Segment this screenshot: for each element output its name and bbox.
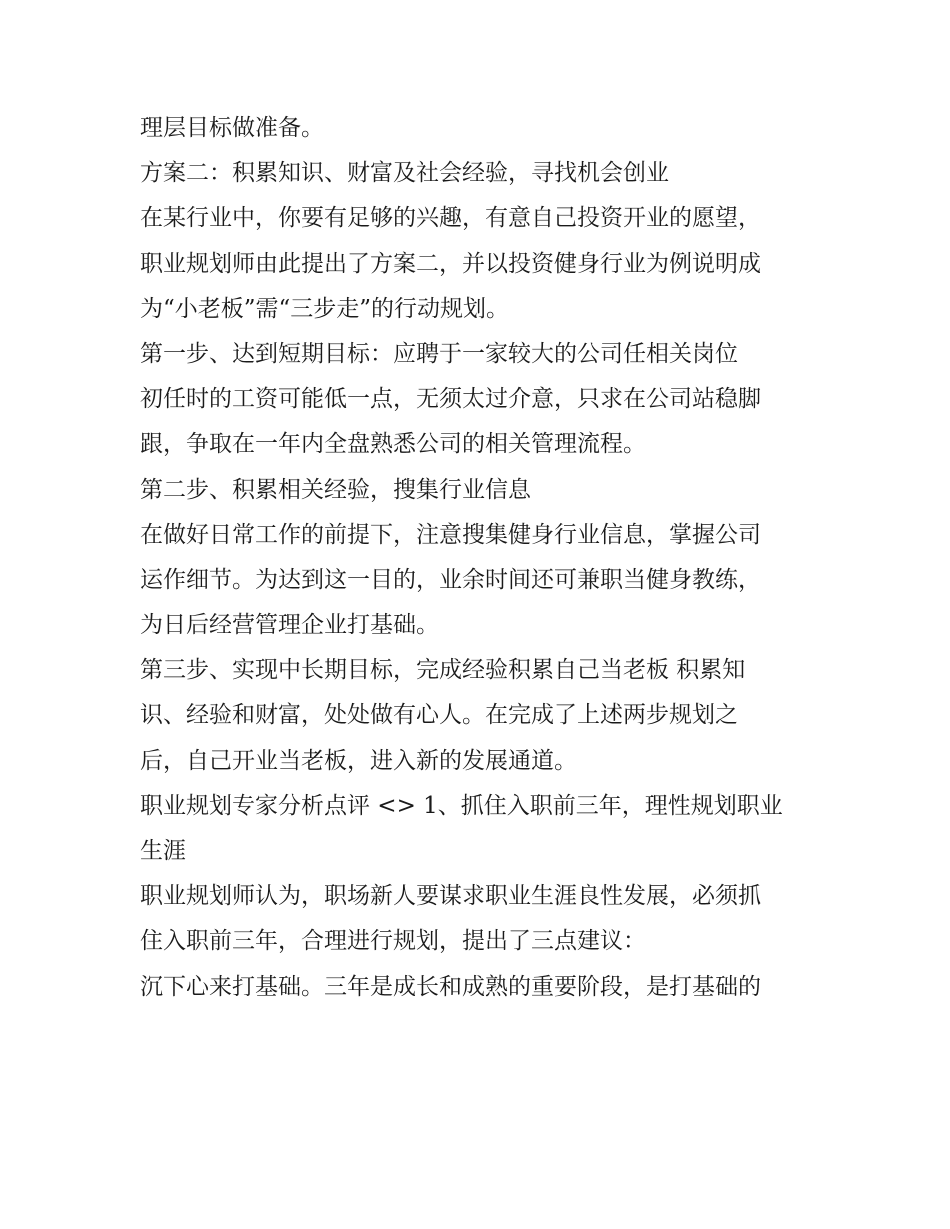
text-line: 方案二：积累知识、财富及社会经验，寻找机会创业: [140, 160, 669, 187]
text-line: 第二步、积累相关经验，搜集行业信息: [140, 476, 531, 503]
text-line: 在某行业中，你要有足够的兴趣，有意自己投资开业的愿望，: [140, 205, 761, 232]
text-line: 第一步、达到短期目标：应聘于一家较大的公司任相关岗位: [140, 340, 738, 367]
text-line: 为“小老板”需“三步走”的行动规划。: [140, 295, 510, 322]
text-line: 为日后经营管理企业打基础。: [140, 612, 439, 639]
text-line: 职业规划专家分析点评 <> 1、抓住入职前三年，理性规划职业: [140, 792, 783, 819]
text-line: 住入职前三年，合理进行规划，提出了三点建议：: [140, 928, 646, 955]
text-line: 职业规划师认为，职场新人要谋求职业生涯良性发展，必须抓: [140, 883, 761, 910]
text-line: 理层目标做准备。: [140, 115, 324, 141]
text-line: 第三步、实现中长期目标，完成经验积累自己当老板 积累知: [140, 657, 746, 684]
text-line: 职业规划师由此提出了方案二，并以投资健身行业为例说明成: [140, 250, 761, 277]
text-line: 初任时的工资可能低一点，无须太过介意，只求在公司站稳脚: [140, 386, 761, 413]
text-line: 跟，争取在一年内全盘熟悉公司的相关管理流程。: [140, 431, 646, 458]
text-line: 后，自己开业当老板，进入新的发展通道。: [140, 747, 577, 774]
text-line: 生涯: [140, 838, 186, 864]
text-line: 识、经验和财富，处处做有心人。在完成了上述两步规划之: [140, 702, 738, 729]
body-text: [140, 106, 820, 1010]
text-line: 沉下心来打基础。三年是成长和成熟的重要阶段，是打基础的: [140, 973, 761, 1000]
text-line: 运作细节。为达到这一目的，业余时间还可兼职当健身教练，: [140, 566, 761, 593]
text-line: 在做好日常工作的前提下，注意搜集健身行业信息，掌握公司: [140, 521, 761, 548]
